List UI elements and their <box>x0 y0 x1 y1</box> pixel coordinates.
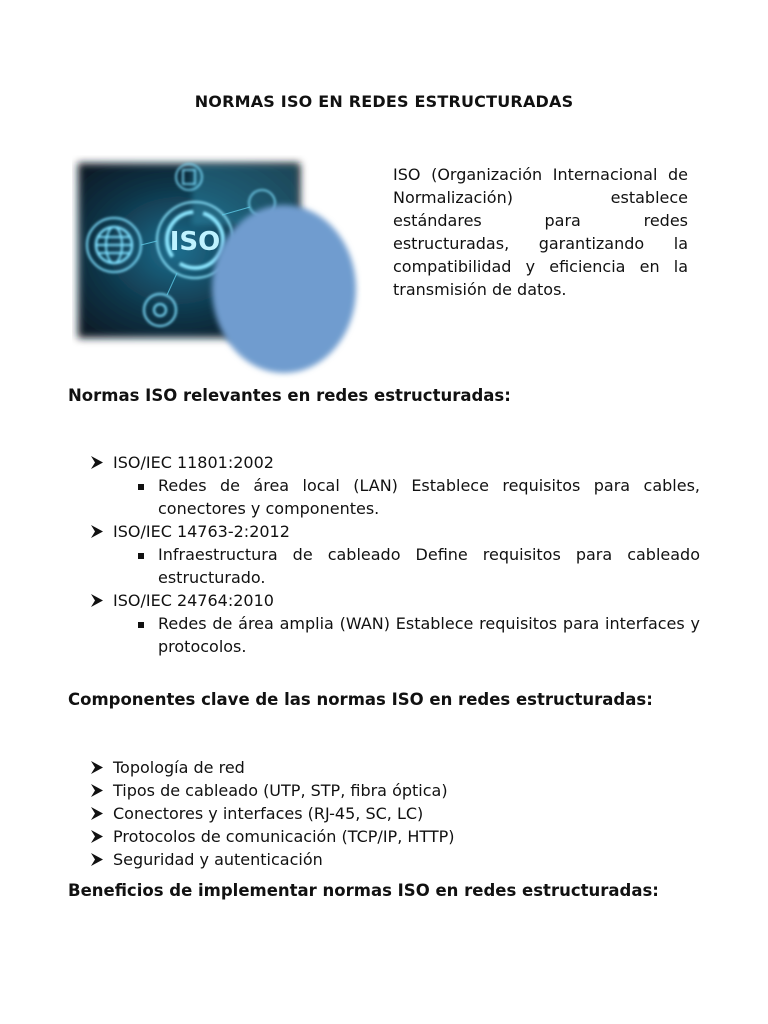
list-item <box>88 825 700 848</box>
arrowhead-bullet-icon <box>88 848 106 871</box>
square-bullet-icon <box>138 622 144 628</box>
square-bullet-icon <box>138 553 144 559</box>
arrowhead-bullet-icon <box>88 589 106 612</box>
standard-detail-text: Infraestructura de cableado Define requisitos para cableado estructurado. <box>158 545 700 587</box>
component-label: Seguridad y autenticación <box>113 850 323 869</box>
component-label: Conectores y interfaces (RJ-45, SC, LC) <box>113 804 424 823</box>
arrowhead-bullet-icon <box>88 802 106 825</box>
section-heading-beneficios: Beneficios de implementar normas ISO en redes estructuradas: <box>68 881 659 900</box>
square-bullet-icon <box>138 484 144 490</box>
list-item <box>88 848 700 871</box>
arrowhead-bullet-icon <box>88 825 106 848</box>
standard-detail-text: Redes de área amplia (WAN) Establece requisitos para interfaces y protocolos. <box>158 614 700 656</box>
standard-detail <box>113 474 700 520</box>
list-item <box>88 520 700 589</box>
iso-logo-text: ISO <box>169 227 221 257</box>
iso-network-image <box>72 155 362 380</box>
section-heading-componentes: Componentes clave de las normas ISO en redes estructuradas: <box>68 690 653 709</box>
standard-detail <box>113 543 700 589</box>
list-normas-relevantes <box>88 451 700 658</box>
document-title: NORMAS ISO EN REDES ESTRUCTURADAS <box>194 92 574 111</box>
component-label: Topología de red <box>113 758 245 777</box>
standard-detail <box>113 612 700 658</box>
arrowhead-bullet-icon <box>88 520 106 543</box>
list-item <box>88 779 700 802</box>
list-componentes <box>88 756 700 871</box>
arrowhead-bullet-icon <box>88 451 106 474</box>
list-item <box>88 802 700 825</box>
list-item <box>88 756 700 779</box>
list-item <box>88 589 700 658</box>
list-item <box>88 451 700 520</box>
arrowhead-bullet-icon <box>88 779 106 802</box>
standard-label: ISO/IEC 14763-2:2012 <box>113 522 290 541</box>
section-heading-relevantes: Normas ISO relevantes en redes estructuradas: <box>68 386 511 405</box>
standard-label: ISO/IEC 24764:2010 <box>113 591 274 610</box>
arrowhead-bullet-icon <box>88 756 106 779</box>
standard-label: ISO/IEC 11801:2002 <box>113 453 274 472</box>
component-label: Protocolos de comunicación (TCP/IP, HTTP) <box>113 827 455 846</box>
intro-paragraph: ISO (Organización Internacional de Normalización) establece estándares para redes estructuradas, garantizando la compatibilidad y eficiencia en la transmisión de datos. <box>393 165 688 299</box>
standard-detail-text: Redes de área local (LAN) Establece requisitos para cables, conectores y componentes. <box>158 476 700 518</box>
component-label: Tipos de cableado (UTP, STP, fibra óptica) <box>113 781 448 800</box>
